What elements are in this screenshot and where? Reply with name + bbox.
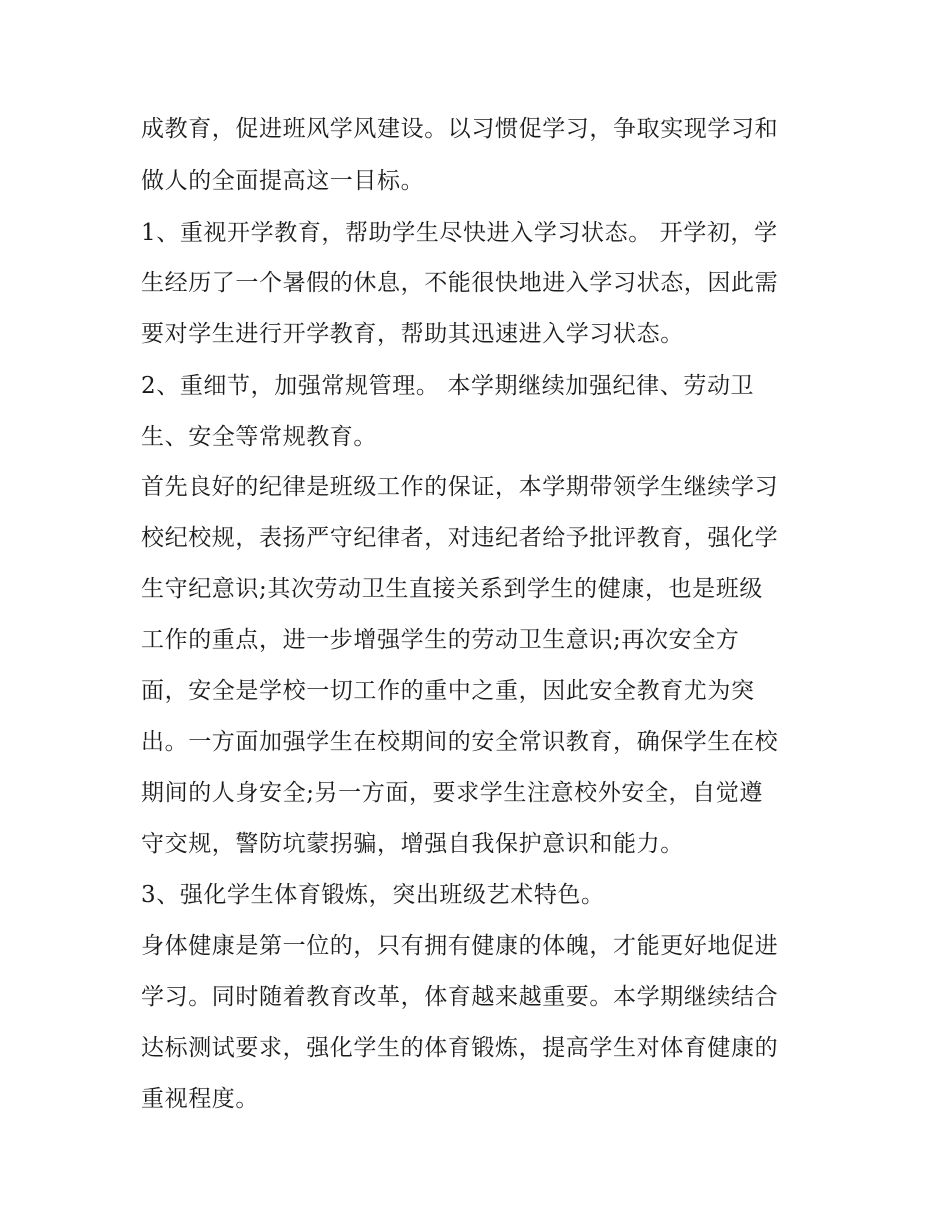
text-line: 身体健康是第一位的，只有拥有健康的体魄，才能更好地促进 — [141, 933, 779, 959]
text-line: 要对学生进行开学教育，帮助其迅速进入学习状态。 — [141, 321, 684, 347]
text-line: 面，安全是学校一切工作的重中之重，因此安全教育尤为突 — [141, 678, 755, 704]
text-line: 生经历了一个暑假的休息，不能很快地进入学习状态，因此需 — [141, 270, 779, 296]
text-line: 1、重视开学教育，帮助学生尽快进入学习状态。 开学初，学 — [141, 220, 778, 246]
text-line: 校纪校规，表扬严守纪律者，对违纪者给予批评教育，强化学 — [141, 525, 779, 551]
text-line: 工作的重点，进一步增强学生的劳动卫生意识;再次安全方 — [141, 627, 740, 653]
text-line: 2、重细节，加强常规管理。 本学期继续加强纪律、劳动卫 — [141, 373, 755, 399]
text-line: 期间的人身安全;另一方面，要求学生注意校外安全，自觉遵 — [141, 780, 763, 806]
text-line: 成教育，促进班风学风建设。以习惯促学习，争取实现学习和 — [141, 116, 779, 142]
text-line: 3、强化学生体育锻炼，突出班级艺术特色。 — [141, 882, 605, 908]
text-line: 守交规，警防坑蒙拐骗，增强自我保护意识和能力。 — [141, 831, 684, 857]
text-line: 学习。同时随着教育改革，体育越来越重要。本学期继续结合 — [141, 984, 779, 1010]
text-line: 首先良好的纪律是班级工作的保证，本学期带领学生继续学习 — [141, 474, 779, 500]
text-line: 重视程度。 — [141, 1086, 259, 1112]
text-line: 出。一方面加强学生在校期间的安全常识教育，确保学生在校 — [141, 729, 779, 755]
text-line: 生、安全等常规教育。 — [141, 424, 377, 450]
text-line: 生守纪意识;其次劳动卫生直接关系到学生的健康，也是班级 — [141, 576, 763, 602]
text-line: 达标测试要求，强化学生的体育锻炼，提高学生对体育健康的 — [141, 1035, 779, 1061]
text-line: 做人的全面提高这一目标。 — [141, 168, 425, 194]
